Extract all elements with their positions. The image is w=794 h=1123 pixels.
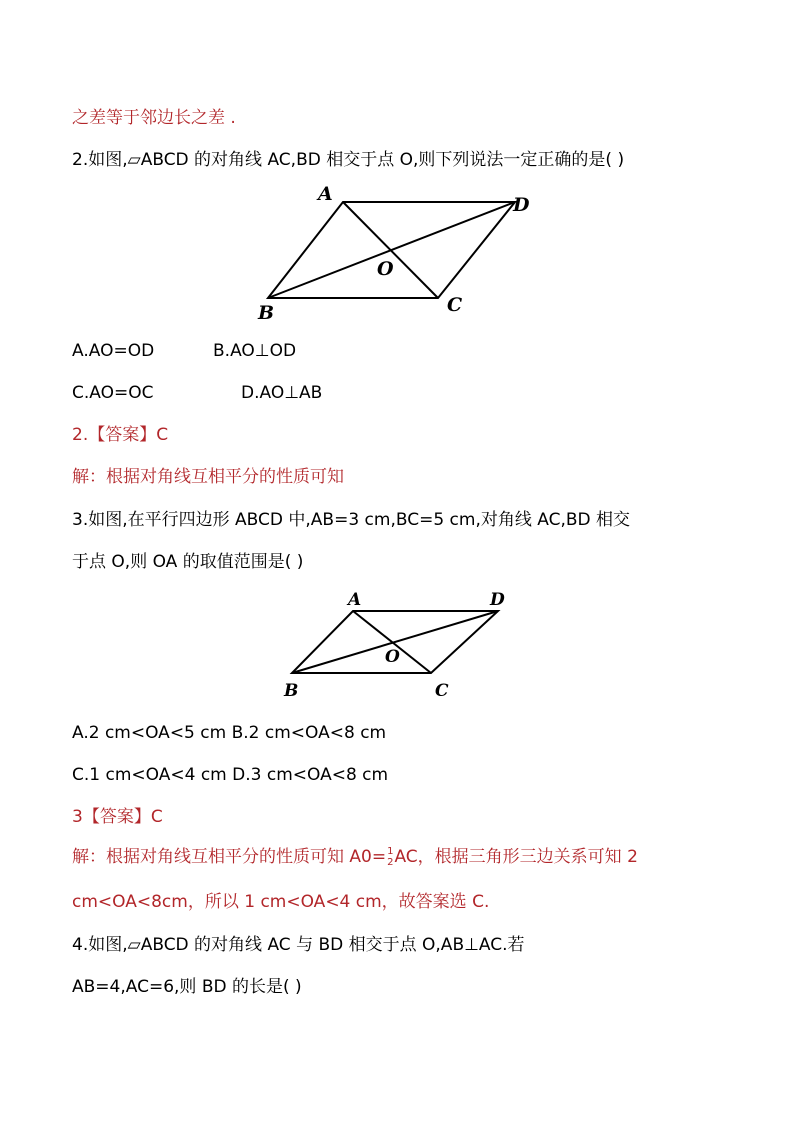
q2-solution: 解：根据对角线互相平分的性质可知 — [72, 467, 344, 487]
q2-label-b: B — [258, 302, 275, 324]
q3-stem-line1: 3.如图,在平行四边形 ABCD 中,AB=3 cm,BC=5 cm,对角线 AC,BD 相交 — [72, 510, 631, 530]
q3-label-a: A — [348, 590, 362, 610]
q2-option-b: B.AO⊥OD — [213, 341, 297, 361]
q2-stem: 2.如图,▱ABCD 的对角线 AC,BD 相交于点 O,则下列说法一定正确的是( ) — [72, 150, 625, 170]
q2-option-a: A.AO=OD — [72, 341, 155, 361]
q3-parallelogram-figure — [278, 585, 518, 705]
q2-label-o: O — [377, 258, 394, 280]
q3-solution-line2: cm<OA<8cm，所以 1 cm<OA<4 cm，故答案选 C. — [72, 892, 490, 912]
q2-answer: 2.【答案】C — [72, 425, 169, 445]
q3-label-c: C — [435, 681, 449, 701]
q3-options-row1: A.2 cm<OA<5 cm B.2 cm<OA<8 cm — [72, 723, 387, 743]
q2-parallelogram-figure — [250, 178, 540, 326]
q3-solution-line1 — [72, 846, 638, 868]
q2-label-d: D — [513, 194, 530, 216]
q3-options-row2: C.1 cm<OA<4 cm D.3 cm<OA<8 cm — [72, 765, 389, 785]
q3-answer: 3【答案】C — [72, 807, 163, 827]
fraction-numerator: 1 — [387, 846, 394, 857]
q3-solution-part1: 解：根据对角线互相平分的性质可知 A0= — [72, 847, 387, 867]
q2-option-c: C.AO=OC — [72, 383, 154, 403]
q2-option-d: D.AO⊥AB — [241, 383, 323, 403]
q2-label-a: A — [318, 183, 333, 205]
q2-label-c: C — [447, 294, 463, 316]
q3-stem-line2: 于点 O,则 OA 的取值范围是( ) — [72, 552, 304, 572]
q3-label-o: O — [385, 647, 400, 667]
q3-solution-fraction — [387, 846, 393, 868]
q3-label-b: B — [284, 681, 299, 701]
q4-stem-line2: AB=4,AC=6,则 BD 的长是( ) — [72, 977, 302, 997]
intro-tail: 之差等于邻边长之差 . — [72, 108, 236, 128]
q3-solution-part2: AC，根据三角形三边关系可知 2 — [394, 847, 638, 867]
fraction-denominator: 2 — [387, 857, 394, 868]
q4-stem-line1: 4.如图,▱ABCD 的对角线 AC 与 BD 相交于点 O,AB⊥AC.若 — [72, 935, 525, 955]
q3-label-d: D — [490, 590, 505, 610]
